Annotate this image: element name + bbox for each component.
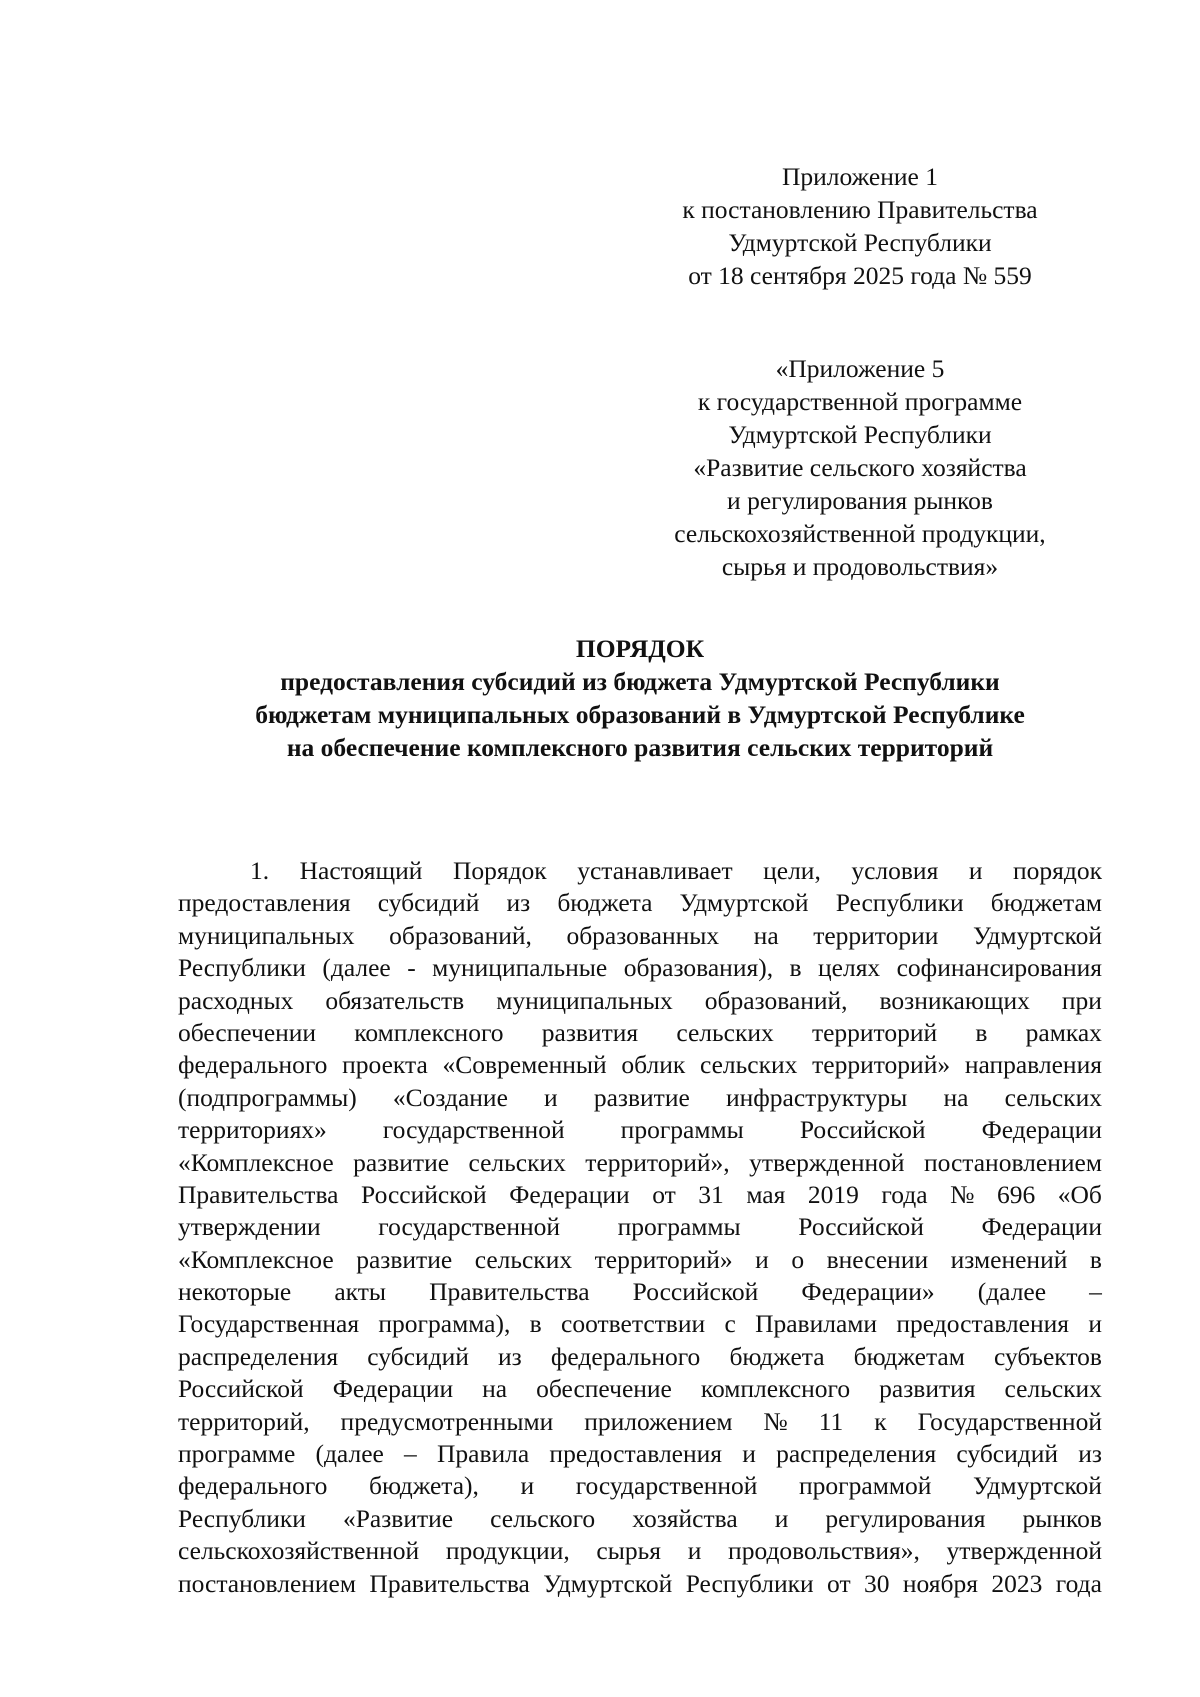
body-line: Правительства Российской Федерации от 31 мая 2019 года № 696 «Об	[178, 1179, 1102, 1209]
body-line: федерального проекта «Современный облик сельских территорий» направления	[178, 1050, 1102, 1080]
title-subtitle-line: предоставления субсидий из бюджета Удмуртской Республики	[280, 667, 1000, 696]
body-line: 1. Настоящий Порядок устанавливает цели, условия и порядок	[250, 856, 1102, 885]
body-line: Российской Федерации на обеспечение комплексного развития сельских	[178, 1374, 1102, 1404]
body-line: (подпрограммы) «Создание и развитие инфраструктуры на сельских	[178, 1082, 1102, 1112]
title-subtitle-line: на обеспечение комплексного развития сельских территорий	[286, 733, 994, 762]
body-line: постановлением Правительства Удмуртской Республики от 30 ноября 2023 года	[178, 1568, 1102, 1598]
body-line: обеспечении комплексного развития сельских территорий в рамках	[178, 1017, 1102, 1047]
body-line: расходных обязательств муниципальных образований, возникающих при	[178, 985, 1102, 1015]
appendix-5-line: сельскохозяйственной продукции,	[674, 519, 1046, 548]
body-line: сельскохозяйственной продукции, сырья и продовольствия», утвержденной	[178, 1536, 1102, 1566]
body-line: муниципальных образований, образованных на территории Удмуртской	[178, 920, 1102, 950]
appendix-5-line: сырья и продовольствия»	[721, 552, 999, 581]
body-line: предоставления субсидий из бюджета Удмуртской Республики бюджетам	[178, 888, 1102, 918]
body-line: утверждении государственной программы Российской Федерации	[178, 1212, 1102, 1242]
body-line: распределения субсидий из федерального бюджета бюджетам субъектов	[178, 1341, 1102, 1371]
body-line: «Комплексное развитие сельских территорий» и о внесении изменений в	[178, 1244, 1102, 1274]
appendix-1-line: от 18 сентября 2025 года № 559	[688, 261, 1032, 290]
body-line: Республики «Развитие сельского хозяйства и регулирования рынков	[178, 1503, 1102, 1533]
document-title	[180, 632, 1100, 764]
body-line: некоторые акты Правительства Российской Федерации» (далее –	[178, 1277, 1102, 1307]
body-line: Государственная программа), в соответствии с Правилами предоставления и	[178, 1309, 1102, 1339]
appendix-5-line: «Приложение 5	[775, 354, 945, 383]
body-line: федерального бюджета), и государственной программой Удмуртской	[178, 1471, 1102, 1501]
appendix-1-line: Приложение 1	[782, 162, 938, 191]
document-body	[178, 855, 1102, 1600]
appendix-1-line: к постановлению Правительства	[682, 195, 1038, 224]
title-subtitle-line: бюджетам муниципальных образований в Удмуртской Республике	[255, 700, 1025, 729]
appendix-5-line: к государственной программе	[697, 387, 1023, 416]
appendix-1-line: Удмуртской Республики	[728, 228, 992, 257]
body-line: «Комплексное развитие сельских территорий», утвержденной постановлением	[178, 1147, 1102, 1177]
appendix-5-line: «Развитие сельского хозяйства	[693, 453, 1027, 482]
appendix-5-line: Удмуртской Республики	[728, 420, 992, 449]
body-line: территориях» государственной программы Российской Федерации	[178, 1115, 1102, 1145]
title-heading: ПОРЯДОК	[575, 634, 705, 663]
appendix-5-header	[640, 352, 1080, 583]
body-line: Республики (далее - муниципальные образования), в целях софинансирования	[178, 953, 1102, 983]
appendix-5-line: и регулирования рынков	[727, 486, 993, 515]
appendix-1-header	[640, 160, 1080, 292]
body-line: программе (далее – Правила предоставления и распределения субсидий из	[178, 1439, 1102, 1469]
body-line: территорий, предусмотренными приложением № 11 к Государственной	[178, 1406, 1102, 1436]
